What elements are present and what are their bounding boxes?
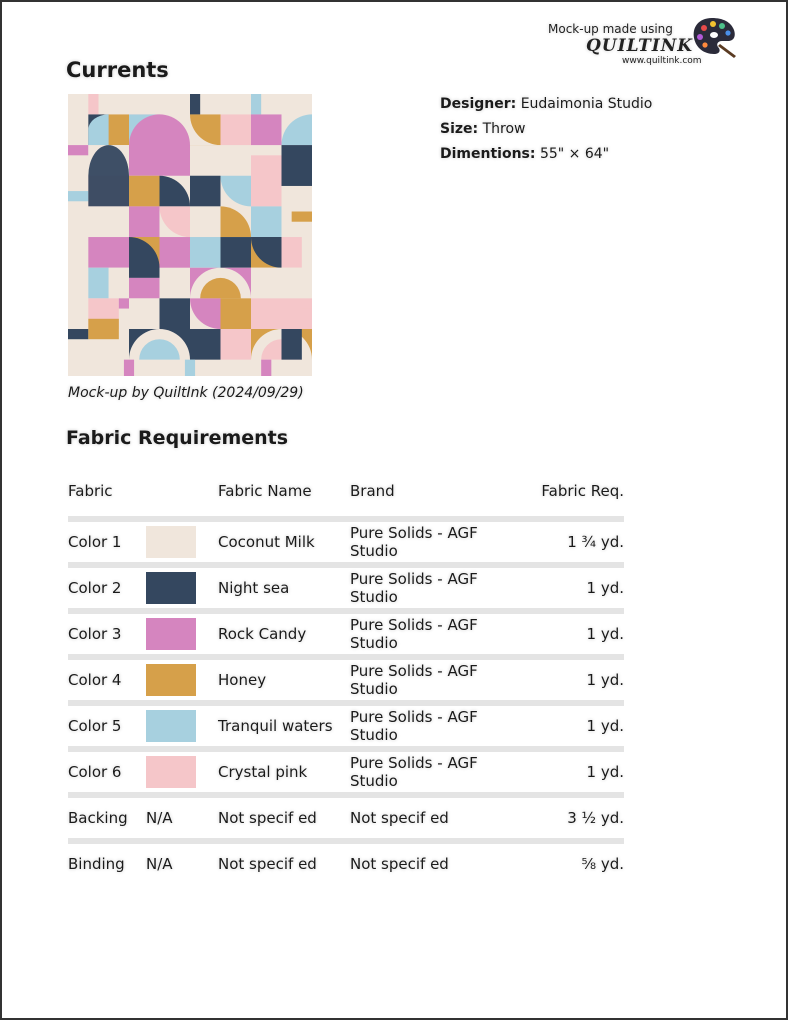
fabric-brand: Pure Solids - AGF Studio [350, 749, 530, 795]
fabric-brand: Not specif ed [350, 841, 530, 884]
brand-url: www.quiltink.com [622, 56, 702, 66]
fabric-req: 1 ¾ yd. [530, 519, 624, 565]
pattern-title: Currents [66, 58, 169, 82]
quilt-mockup-image [68, 94, 312, 376]
fabric-requirements-title: Fabric Requirements [66, 427, 289, 449]
size-value: Throw [482, 121, 526, 137]
fabric-brand: Pure Solids - AGF Studio [350, 703, 530, 749]
spacer-cell [68, 508, 624, 519]
dimensions-row [440, 146, 652, 171]
table-row [68, 565, 624, 611]
color-swatch [146, 664, 196, 696]
designer-row [440, 96, 652, 121]
table-spacer [68, 508, 624, 519]
table-header-row [68, 474, 624, 508]
header-fabric-name: Fabric Name [218, 482, 312, 500]
fabric-name: Tranquil waters [218, 703, 350, 749]
swatch-cell [146, 749, 218, 795]
swatch-na: N/A [146, 841, 218, 884]
fabric-name: Coconut Milk [218, 519, 350, 565]
fabric-req: 1 yd. [530, 749, 624, 795]
header-fabric: Fabric [68, 482, 113, 500]
fabric-brand: Pure Solids - AGF Studio [350, 519, 530, 565]
size-key: Size: [440, 121, 479, 137]
fabric-req: 1 yd. [530, 565, 624, 611]
fabric-label: Binding [68, 841, 146, 884]
fabric-label: Color 6 [68, 749, 146, 795]
color-swatch [146, 572, 196, 604]
designer-value: Eudaimonia Studio [520, 96, 653, 112]
quiltink-brand [548, 16, 738, 70]
fabric-req: 1 yd. [530, 611, 624, 657]
table-row [68, 841, 624, 884]
header-fabric-req: Fabric Req. [541, 482, 624, 500]
brand-wordmark: QUILTINK [586, 36, 694, 56]
swatch-cell [146, 565, 218, 611]
fabric-name: Rock Candy [218, 611, 350, 657]
fabric-label: Color 4 [68, 657, 146, 703]
fabric-label: Color 3 [68, 611, 146, 657]
swatch-cell [146, 703, 218, 749]
size-row [440, 121, 652, 146]
table-row [68, 657, 624, 703]
header-swatch [146, 474, 218, 508]
color-swatch [146, 756, 196, 788]
table-row [68, 611, 624, 657]
fabric-name: Honey [218, 657, 350, 703]
color-swatch [146, 526, 196, 558]
fabric-table [68, 474, 624, 884]
header-brand: Brand [350, 482, 395, 500]
brand-tagline: Mock-up made using [548, 22, 673, 36]
designer-key: Designer: [440, 96, 517, 112]
fabric-label: Color 1 [68, 519, 146, 565]
table-row [68, 519, 624, 565]
color-swatch [146, 710, 196, 742]
swatch-cell [146, 657, 218, 703]
color-swatch [146, 618, 196, 650]
swatch-cell [146, 519, 218, 565]
dimensions-value: 55" × 64" [539, 146, 610, 162]
fabric-brand: Not specif ed [350, 795, 530, 841]
swatch-na: N/A [146, 795, 218, 841]
fabric-req: ⅝ yd. [530, 841, 624, 884]
fabric-name: Not specif ed [218, 795, 350, 841]
table-row [68, 795, 624, 841]
fabric-name: Not specif ed [218, 841, 350, 884]
fabric-name: Crystal pink [218, 749, 350, 795]
fabric-brand: Pure Solids - AGF Studio [350, 611, 530, 657]
fabric-req: 1 yd. [530, 657, 624, 703]
table-row [68, 703, 624, 749]
dimensions-key: Dimentions: [440, 146, 536, 162]
fabric-req: 1 yd. [530, 703, 624, 749]
pattern-details [440, 96, 652, 171]
mockup-caption: Mock-up by QuiltInk (2024/09/29) [68, 385, 304, 401]
fabric-brand: Pure Solids - AGF Studio [350, 657, 530, 703]
table-row [68, 749, 624, 795]
fabric-name: Night sea [218, 565, 350, 611]
fabric-label: Color 5 [68, 703, 146, 749]
swatch-cell [146, 611, 218, 657]
fabric-req: 3 ½ yd. [530, 795, 624, 841]
fabric-brand: Pure Solids - AGF Studio [350, 565, 530, 611]
fabric-label: Color 2 [68, 565, 146, 611]
fabric-label: Backing [68, 795, 146, 841]
artist-palette-icon [690, 16, 738, 58]
